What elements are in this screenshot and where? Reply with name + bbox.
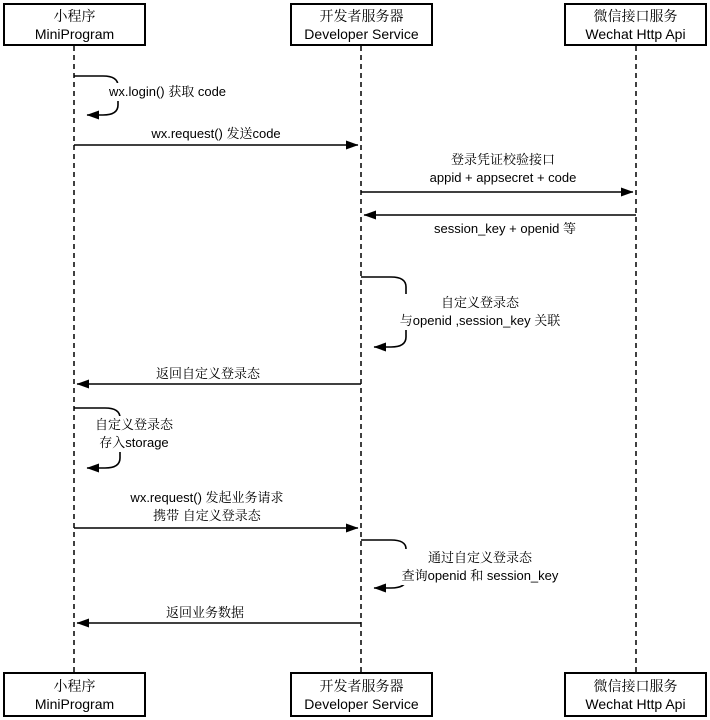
actor-bottom-miniprogram (3, 672, 146, 717)
actor-name-zh: 开发者服务器 (319, 677, 404, 694)
actor-name-en: MiniProgram (34, 25, 115, 42)
message-line: 存入storage (99, 435, 169, 450)
message-line: 自定义登录态 (440, 295, 520, 310)
message-line: 返回业务数据 (165, 605, 245, 620)
actor-bottom-developer-service (290, 672, 433, 717)
message-label-session-key-openid (432, 220, 578, 238)
actor-bottom-wechat-api (564, 672, 707, 717)
actor-name-en: Developer Service (304, 25, 419, 42)
actor-name-zh: 微信接口服务 (593, 7, 678, 24)
message-line: 通过自定义登录态 (427, 550, 532, 565)
actor-top-developer-service (290, 3, 433, 46)
message-label-credential-check (428, 151, 579, 187)
message-label-wx-login (107, 83, 228, 101)
message-label-send-code (149, 125, 282, 143)
actor-name-zh: 开发者服务器 (319, 7, 404, 24)
message-label-business-request (128, 489, 285, 525)
actor-name-en: MiniProgram (34, 695, 115, 712)
message-line: 自定义登录态 (94, 417, 174, 432)
message-line: 携带 自定义登录态 (153, 508, 261, 523)
message-line: 查询openid 和 session_key (401, 568, 559, 583)
message-line: session_key + openid 等 (433, 221, 577, 236)
actor-name-zh: 微信接口服务 (593, 677, 678, 694)
message-label-store-storage (93, 416, 175, 452)
message-line: 登录凭证校验接口 (450, 152, 556, 167)
message-line: wx.request() 发送code (151, 126, 281, 141)
message-line: appid + appsecret + code (429, 170, 577, 185)
message-label-query-openid (400, 549, 561, 585)
message-line: 与openid ,session_key 关联 (399, 313, 561, 328)
message-line: wx.request() 发起业务请求 (130, 490, 284, 505)
actor-name-en: Wechat Http Api (585, 25, 686, 42)
actor-name-zh: 小程序 (53, 677, 96, 694)
actor-name-en: Developer Service (304, 695, 419, 712)
message-line: wx.login() 获取 code (109, 84, 227, 99)
message-label-custom-login-state (398, 294, 562, 330)
actor-name-zh: 小程序 (53, 7, 96, 24)
actor-top-miniprogram (3, 3, 146, 46)
message-label-return-login-state (154, 365, 262, 383)
message-line: 返回自定义登录态 (155, 366, 261, 381)
message-label-return-business-data (164, 604, 246, 622)
actor-top-wechat-api (564, 3, 707, 46)
actor-name-en: Wechat Http Api (585, 695, 686, 712)
